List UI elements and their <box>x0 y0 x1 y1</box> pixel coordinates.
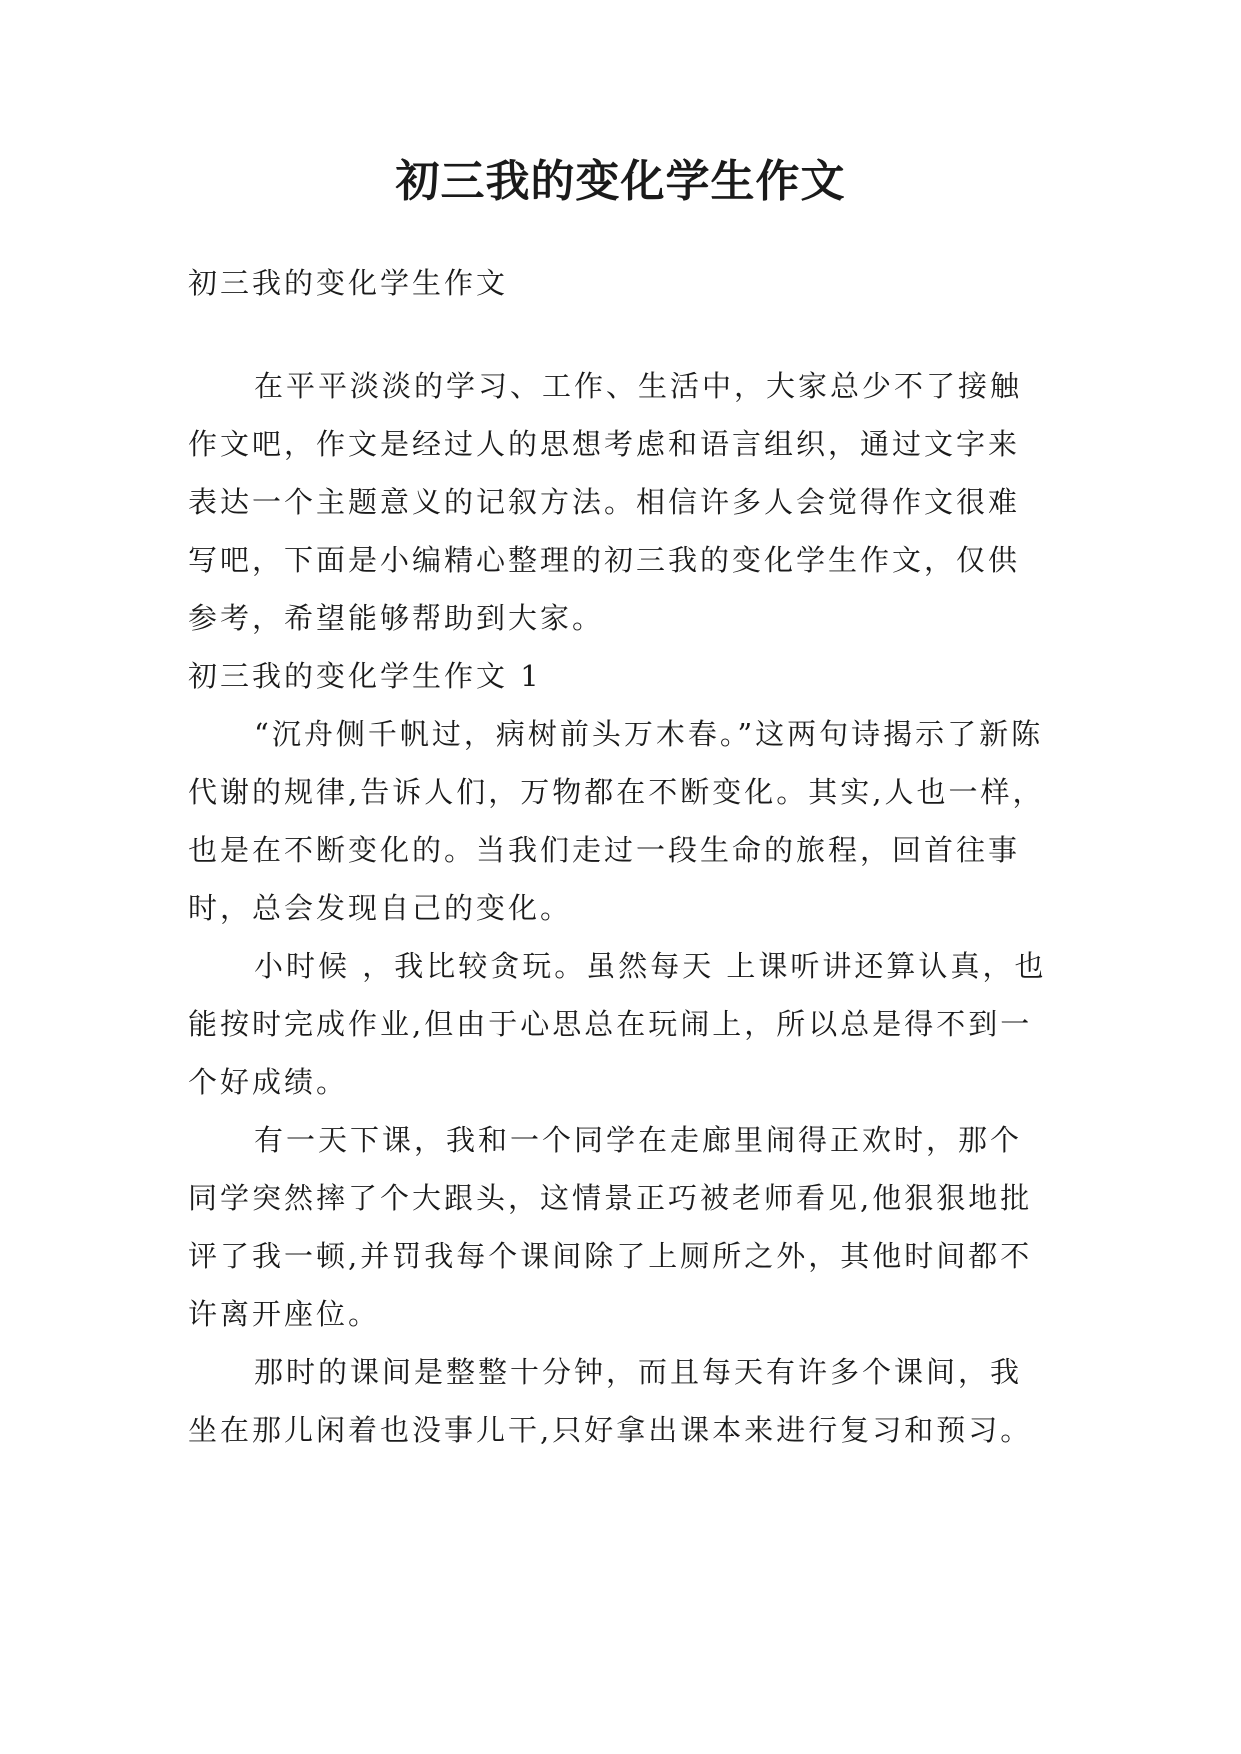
body-paragraph-1: “沉舟侧千帆过，病树前头万木春。”这两句诗揭示了新陈代谢的规律,告诉人们，万物都在不断变化。其实,人也一样，也是在不断变化的。当我们走过一段生命的旅程，回首往事时，总会发现自己的变化。 <box>188 717 1045 925</box>
body-paragraph-2: 小时候 ，我比较贪玩。虽然每天 上课听讲还算认真，也能按时完成作业,但由于心思总在玩闹上，所以总是得不到一个好成绩。 <box>188 949 1047 1099</box>
section-heading: 初三我的变化学生作文 1 <box>188 659 542 693</box>
document-title: 初三我的变化学生作文 <box>395 156 846 207</box>
body-paragraph-4: 那时的课间是整整十分钟，而且每天有许多个课间，我坐在那儿闲着也没事儿干,只好拿出课本来进行复习和预习。 <box>188 1355 1033 1447</box>
intro-paragraph: 在平平淡淡的学习、工作、生活中，大家总少不了接触作文吧，作文是经过人的思想考虑和语言组织，通过文字来表达一个主题意义的记叙方法。相信许多人会觉得作文很难写吧，下面是小编精心整理的初三我的变化学生作文，仅供参考，希望能够帮助到大家。 <box>188 369 1023 635</box>
document-subtitle: 初三我的变化学生作文 <box>188 266 509 300</box>
body-paragraph-3: 有一天下课，我和一个同学在走廊里闹得正欢时，那个同学突然摔了个大跟头，这情景正巧被老师看见,他狠狠地批评了我一顿,并罚我每个课间除了上厕所之外，其他时间都不许离开座位。 <box>188 1123 1033 1331</box>
